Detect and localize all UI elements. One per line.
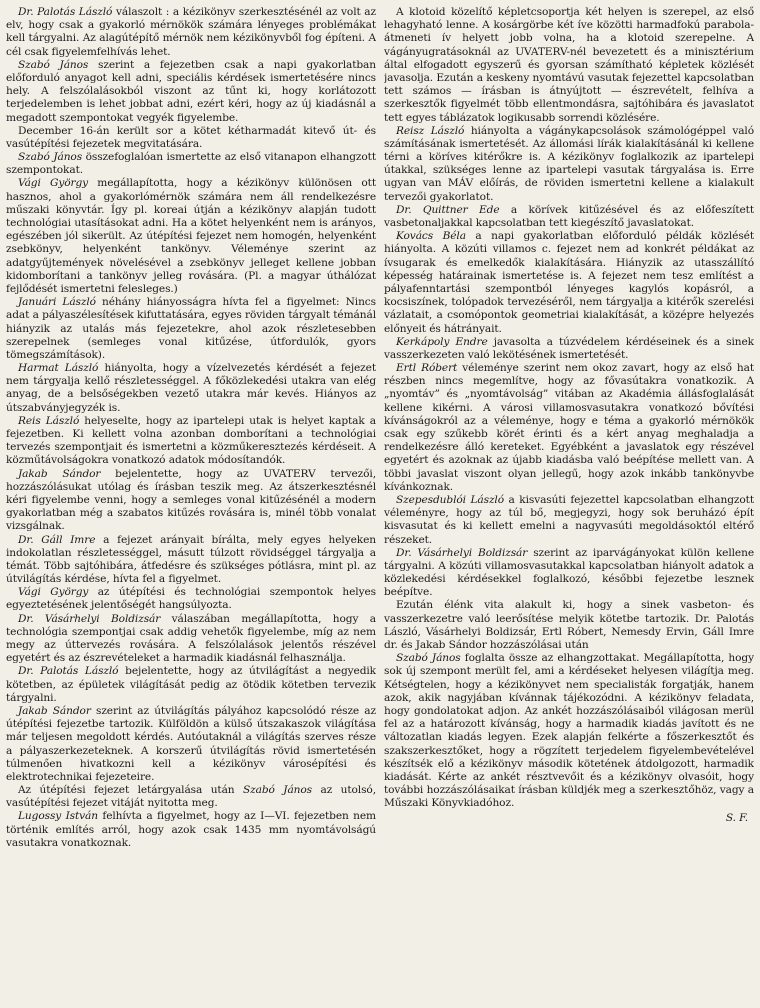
speaker-name: Szabó János (243, 784, 312, 797)
paragraph-text: az utolsó, vasútépítési fejezet vitáját nyitotta meg. (6, 784, 376, 810)
paragraph-text: bejelentette, hogy az UVATERV tervezői, hozzászólásukat utólag és írásban teszik meg. Az átszerkesztésnél kéri figyelembe venni, hogy a semleges vonal kitűzésénél a modern gyakorlatban még a szabatos kitűzés rovására is, minél több vonalat vizsgálnak. (6, 467, 376, 533)
paragraph (384, 336, 754, 362)
paragraph-text: véleménye szerint nem okoz zavart, hogy az első hat részben nincs megemlítve, hogy az fővasútakra vonatkozik. A „nyomtáv” és „nyomtávolság” vitában az Akadémia állásfoglalását kellene kikérni. A városi villamosvasutakra vonatkozó bővítési kívánságokról az a véleménye, hogy e téma a gyakorló mérnökök csak egy szűkebb körét érinti és a kért anyag meghaladja a rendelkezésre álló kereteket. Egyébként a javaslatok egy részével egyetért és azoknak az újabb kiadásba való beépítése mellett van. A többi javaslat viszont olyan jellegű, hogy azok inkább tankönyvbe kívánkoznak. (384, 362, 754, 493)
speaker-name: Kovács Béla (396, 230, 466, 243)
paragraph (6, 468, 376, 534)
paragraph (6, 586, 376, 612)
speaker-name: Reisz László (396, 124, 465, 137)
paragraph-text: néhány hiányosságra hívta fel a figyelmet: Nincs adat a pályaszélesítések kifuttatására, egyes röviden tárgyalt témánál hiányzik az utalás más fejezetekre, ahol azok részletesebben szerepelnek (semleges vonal kitűzése, útfordulók, gyors tömegszámítások). (6, 296, 376, 361)
paragraph (6, 415, 376, 468)
paragraph (6, 296, 376, 362)
paragraph (384, 494, 754, 547)
speaker-name: Reis László (18, 414, 80, 427)
author-signature: S. F. (725, 812, 748, 825)
speaker-name: Lugossy István (18, 810, 98, 823)
paragraph-text: válaszában megállapította, hogy a technológia szempontjai csak addig vehetők figyelembe, míg az nem megy az úttervezés rovására. A felszólalások jelentős részével egyetért és az észrevételeket a harmadik kiadásnál felhasználja. (6, 612, 376, 665)
speaker-name: Harmat László (18, 362, 99, 375)
speaker-name: Szabó János (18, 151, 83, 164)
paragraph (384, 125, 754, 204)
paragraph (6, 125, 376, 151)
paragraph (384, 652, 754, 810)
paragraph-text: a fejezet arányait bírálta, mely egyes helyeken indokolatlan részletességgel, másutt túlzott rövidséggel tárgyalja a témát. Több sajtóhibára, átfedésre és szükséges pótlásra, mint pl. az útvilágítás kérdése, hívta fel a figyelmet. (6, 533, 376, 586)
paragraph (6, 177, 376, 296)
speaker-name: Szabó János (396, 652, 461, 665)
paragraph-text: felhívta a figyelmet, hogy az I—VI. fejezetben nem történik említés arról, hogy azok csak 1435 mm nyomtávolságú vasutakra vonatkoznak. (6, 810, 376, 849)
paragraph-text: szerint a fejezetben csak a napi gyakorlatban előforduló anyagot kell adni, speciális kérdések ismertetésére nincs hely. A felszólalásokból viszont az tűnt ki, hogy korlátozott terjedelemben is lehet jobbat adni, ezért kéri, hogy az új kiadásnál a megadott szempontokat vegyék figyelembe. (6, 58, 376, 124)
paragraph (384, 6, 754, 125)
speaker-name: Dr. Vásárhelyi Boldizsár (18, 612, 161, 625)
speaker-name: Vági György (18, 177, 89, 190)
paragraph-text: Ezután élénk vita alakult ki, hogy a sinek vasbeton- és vasszerkezetre való leerősítése melyik kötetbe tartozik. Dr. Palotás László, Vásárhelyi Boldizsár, Ertl Róbert, Nemesdy Ervin, Gáll Imre dr. és Jakab Sándor hozzászólásai után (384, 599, 754, 651)
paragraph (6, 705, 376, 784)
paragraph (6, 665, 376, 705)
paragraph-text: bejelentette, hogy az útvilágítást a negyedik kötetben, az épületek világítását pedig az ötödik kötetben tervezik tárgyalni. (6, 665, 376, 704)
paragraph (6, 784, 376, 810)
right-column (384, 6, 754, 1006)
paragraph-text: szerint az útvilágítás pályához kapcsolódó része az útépítési fejezetbe tartozik. Külföldön a külső útszakaszok világítása már teljesen megoldott kérdés. Autóutaknál a világítás szerves része a pályaszerkezeteknek. A korszerű útvilágítás rövid ismertetésén túlmenően hivatkozni kell a kézikönyv városépítési és elektrotechnikai fejezeteire. (6, 704, 376, 783)
paragraph-text: az útépítési és technológiai szempontok helyes egyeztetésének jelentőségét hangsúlyozta. (6, 586, 376, 612)
paragraph (384, 230, 754, 336)
speaker-name: Szepesdublói László (396, 493, 504, 506)
paragraph (384, 547, 754, 600)
speaker-name: Jakab Sándor (18, 704, 91, 717)
paragraph (6, 362, 376, 415)
speaker-name: Vági György (18, 586, 89, 599)
paragraph-text: helyeselte, hogy az ipartelepi utak is helyet kaptak a fejezetben. Ki kellett volna azonban domborítani a technológiai tervezés szempontjait és ismertetni a közműkeresztezés kérdéseit. A közműtávolságokra vonatkozó adatok módosítandók. (6, 414, 376, 467)
paragraph-text: összefoglalóan ismertette az első vitanapon elhangzott szempontokat. (6, 151, 376, 177)
paragraph-text: Az útépítési fejezet letárgyalása után (18, 784, 243, 797)
paragraph-text: válaszolt : a kézikönyv szerkesztésénél az volt az elv, hogy csak a gyakorló mérnökök számára lényeges problémákat kell tárgyalni. Az alagútépítő mérnök nem kézikönyvből fog építeni. A cél csak figyelemfelhívás lehet. (6, 6, 376, 58)
speaker-name: Jakab Sándor (18, 467, 101, 480)
paragraph-text: A klotoid közelítő képletcsoportja két helyen is szerepel, az első lehagyható lenne. A kosárgörbe két íve közötti harmadfokú parabola-átmeneti ív helyett jobb volna, ha a klotoid szerepelne. A vágányugratásoknál az UVATERV-nél bevezetett és a minisztérium által elfogadott egyszerű és gyorsan számítható képletek közlését javasolja. Ezután a keskeny nyomtávú vasutak fejezettel kapcsolatban tett számos — írásban is átnyújtott — észrevételt, felhíva a szerkesztők figyelmét több ellentmondásra, sajtóhibára és javaslatot tett egyes táblázatok logikusabb sorrendi közlésére. (384, 6, 754, 124)
speaker-name: Kerkápoly Endre (396, 335, 488, 348)
paragraph (384, 204, 754, 230)
paragraph-text: megállapította, hogy a kézikönyv különösen ott hasznos, ahol a gyakorlómérnök számára nem áll rendelkezésre műszaki könyvtár. Így pl. koreai útján a kézikönyv alapján tudott technológiai utasításokat adni. Ha a kötet helyenként nem is arányos, egészében jól sikerült. Az útépítési fejezet nem homogén, helyenként zsebkönyv, helyenként tankönyv. Véleménye szerint az adatgyűjtemények növelésével a zsebkönyv jelleget kellene jobban kidomborítani a tankönyv jelleg rovására. (Pl. a magyar úthálózat fejlődését ismertetni felesleges.) (6, 177, 376, 295)
paragraph (6, 810, 376, 850)
paragraph-text: a körívek kitűzésével és az előfeszített vasbetonaljakkal kapcsolatban tett kiegészítő javaslatokat. (384, 203, 754, 229)
paragraph-text: hiányolta, hogy a vízelvezetés kérdését a fejezet nem tárgyalja kellő részletességgel. A főközlekedési utakra van elég anyag, de a belsőségekben vezető utakra már kevés. Hiányos az útszabványjegyzék is. (6, 362, 376, 414)
left-column (6, 6, 376, 1006)
speaker-name: Dr. Palotás László (18, 6, 113, 18)
speaker-name: Szabó János (18, 58, 89, 71)
paragraph-text: javasolta a túzvédelem kérdéseinek és a sinek vasszerkezeten való lekötésének ismertetését. (384, 335, 754, 361)
paragraph (384, 362, 754, 494)
speaker-name: Dr. Vásárhelyi Boldizsár (396, 546, 528, 559)
paragraph-text: foglalta össze az elhangzottakat. Megállapította, hogy sok új szempont merült fel, ami a kérdéseket helyesen világítja meg. Kétségtelen, hogy a kézikönyvet nem specialisták forgatják, hanem azok, akik nagyjában kívánnak tájékozódni. A kézikönyv feladata, hogy gondolatokat adjon. Az ankét hozzászólásaiból világosan merül fel az a határozott kívánság, hogy a harmadik kiadás javított és ne változatlan kiadás legyen. Ezek alapján felkérte a főszerkesztőt és szakszerkesztőket, hogy a rögzített terjedelem figyelembevételével készítsék elő a kézikönyv második kötetének átdolgozott, harmadik kiadását. Kérte az ankét résztvevőit és a kézikönyv olvasóit, hogy további hozzászólásaikat írásban küldjék meg a szerkesztőhöz, vagy a Műszaki Könyvkiadóhoz. (384, 652, 754, 810)
speaker-name: Januári László (18, 296, 96, 309)
paragraph-text: December 16-án került sor a kötet kétharmadát kitevő út- és vasútépítési fejezetek megvitatására. (6, 124, 376, 150)
paragraph-text: szerint az iparvágányokat külön kellene tárgyalni. A közúti villamosvasutakkal kapcsolatban hiányolt adatok a közlekedési kérdésekkel foglalkozó, későbbi fejezetbe lesznek beépítve. (384, 546, 754, 599)
speaker-name: Dr. Quittner Ede (396, 203, 500, 216)
paragraph (6, 6, 376, 59)
paragraph-text: a napi gyakorlatban előforduló példák közlését hiányolta. A közúti villamos c. fejezet nem ad konkrét példákat az ívsugarak és emelkedők kialakítására. Hiányzik az utasszállító képesség határainak ismertetése is. A fejezet nem tesz említést a pályafenntartási szempontból lényeges kagylós kopásról, a kocsiszínek, tolópadok tervezéséről, nem tárgyalja a kitérők szerelési vázlatait, a csomópontok geometriai kialakítását, a középre helyezés előnyeit és hátrányait. (384, 230, 754, 335)
speaker-name: Ertl Róbert (396, 362, 458, 375)
paragraph (6, 534, 376, 587)
paragraph-text: hiányolta a vágánykapcsolások számológéppel való számításának ismertetését. Az állomási lírák kialakításánál ki kellene térni a köríves kitérőkre is. A kézikönyv foglalkozik az ipartelepi útakkal, szükséges lenne az ipartelepi vasutak tárgyalása is. Erre ugyan van MÁV előírás, de röviden ismertetni kellene a kialakult tervezői gyakorlatot. (384, 124, 754, 203)
paragraph (6, 151, 376, 177)
paragraph (6, 613, 376, 666)
paragraph-text: a kisvasúti fejezettel kapcsolatban elhangzott véleményre, hogy az túl bő, megjegyzi, hogy sok beruházó épít kisvasutat és ki kellett emelni a nagyvasúti megoldásoktól eltérő részeket. (384, 493, 754, 546)
paragraph (384, 599, 754, 652)
speaker-name: Dr. Gáll Imre (18, 533, 96, 546)
speaker-name: Dr. Palotás László (18, 665, 119, 678)
paragraph (6, 59, 376, 125)
